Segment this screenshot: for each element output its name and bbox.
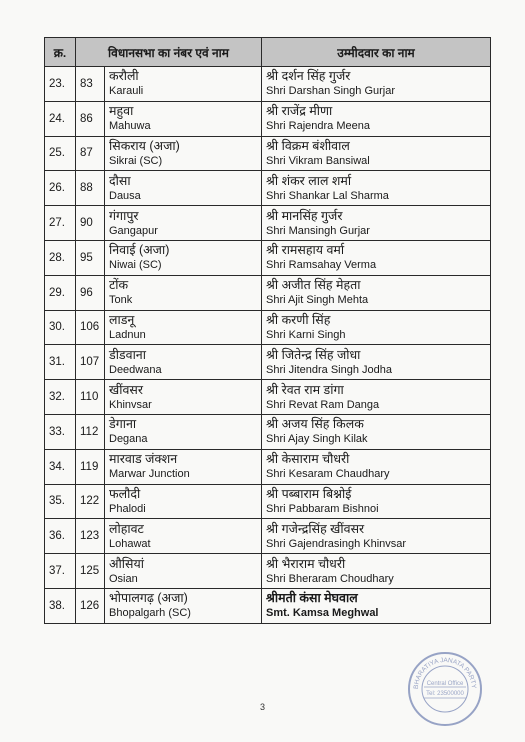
candidate-cell: [262, 588, 491, 623]
candidate-name-hindi: श्री विक्रम बंशीवाल: [266, 138, 350, 153]
candidate-name-hindi: श्री राजेंद्र मीणा: [266, 104, 333, 119]
constituency-name-hindi: गंगापुर: [109, 208, 139, 223]
page-number: 3: [259, 702, 265, 712]
constituency-name-hindi: भोपालगढ़ (अजा): [109, 591, 188, 606]
constituency-cell: [105, 380, 262, 415]
candidate-cell: [262, 484, 491, 519]
candidate-cell: [262, 310, 491, 345]
candidate-name-english: Shri Rajendra Meena: [266, 120, 370, 133]
candidate-name-english: Shri Revat Ram Danga: [266, 398, 380, 411]
table-body: [45, 67, 491, 624]
candidate-name-hindi: श्री रामसहाय वर्मा: [266, 243, 345, 258]
serial-number: 28.: [45, 240, 76, 275]
candidate-name-english: Shri Gajendrasingh Khinvsar: [266, 537, 407, 550]
constituency-name-english: Niwai (SC): [109, 259, 162, 272]
candidate-cell: [262, 554, 491, 589]
serial-number: 36.: [45, 519, 76, 554]
candidate-name-hindi: श्री गजेन्द्रसिंह खींवसर: [266, 521, 365, 536]
table-row: [45, 380, 491, 415]
serial-number: 32.: [45, 380, 76, 415]
constituency-cell: [105, 414, 262, 449]
constituency-cell: [105, 206, 262, 241]
constituency-cell: [105, 588, 262, 623]
constituency-number: 88: [76, 171, 105, 206]
constituency-name-english: Sikrai (SC): [109, 154, 163, 167]
seal-outer-text: BHARATIYA JANATA PARTY: [412, 656, 478, 690]
candidate-name-english: Shri Mansingh Gurjar: [266, 224, 370, 237]
serial-number: 30.: [45, 310, 76, 345]
serial-number: 37.: [45, 554, 76, 589]
constituency-name-hindi: सिकराय (अजा): [109, 138, 180, 153]
candidate-name-english: Shri Ramsahay Verma: [266, 259, 377, 272]
candidate-name-hindi: श्री केसाराम चौधरी: [266, 452, 350, 467]
header-serial: क्र.: [45, 38, 76, 67]
constituency-name-english: Mahuwa: [109, 120, 151, 133]
constituency-number: 96: [76, 275, 105, 310]
table-row: [45, 171, 491, 206]
constituency-number: 86: [76, 101, 105, 136]
constituency-cell: [105, 449, 262, 484]
constituency-cell: [105, 554, 262, 589]
candidate-cell: [262, 171, 491, 206]
candidate-name-hindi: श्री दर्शन सिंह गुर्जर: [266, 69, 351, 84]
candidate-cell: [262, 67, 491, 102]
constituency-cell: [105, 310, 262, 345]
constituency-number: 90: [76, 206, 105, 241]
table-row: [45, 67, 491, 102]
candidate-cell: [262, 519, 491, 554]
constituency-name-english: Dausa: [109, 189, 141, 202]
candidate-name-hindi: श्री रेवत राम डांगा: [266, 382, 344, 397]
constituency-name-english: Bhopalgarh (SC): [109, 607, 191, 620]
constituency-cell: [105, 171, 262, 206]
candidate-name-hindi: श्री पब्बाराम बिश्नोई: [266, 486, 352, 501]
constituency-cell: [105, 136, 262, 171]
constituency-name-english: Osian: [109, 572, 138, 585]
candidate-cell: [262, 240, 491, 275]
table-row: [45, 310, 491, 345]
constituency-name-english: Khinvsar: [109, 398, 152, 411]
candidate-name-english: Shri Jitendra Singh Jodha: [266, 363, 392, 376]
constituency-name-english: Deedwana: [109, 363, 162, 376]
constituency-cell: [105, 345, 262, 380]
candidate-name-english: Shri Bheraram Choudhary: [266, 572, 394, 585]
constituency-number: 83: [76, 67, 105, 102]
serial-number: 25.: [45, 136, 76, 171]
constituency-name-english: Marwar Junction: [109, 468, 190, 481]
candidate-name-english: Shri Ajit Singh Mehta: [266, 294, 369, 307]
candidate-cell: [262, 414, 491, 449]
candidate-cell: [262, 380, 491, 415]
candidate-name-hindi: श्री जितेन्द्र सिंह जोधा: [266, 347, 361, 362]
constituency-number: 125: [76, 554, 105, 589]
constituency-name-hindi: डीडवाना: [109, 347, 146, 362]
constituency-name-hindi: फलौदी: [109, 486, 141, 501]
candidate-name-hindi: श्री भैराराम चौधरी: [266, 556, 346, 571]
serial-number: 29.: [45, 275, 76, 310]
serial-number: 24.: [45, 101, 76, 136]
candidate-cell: [262, 449, 491, 484]
constituency-number: 107: [76, 345, 105, 380]
constituency-name-hindi: लोहावट: [109, 521, 144, 536]
candidate-name-english: Shri Vikram Bansiwal: [266, 154, 370, 167]
serial-number: 26.: [45, 171, 76, 206]
constituency-cell: [105, 67, 262, 102]
table-row: [45, 519, 491, 554]
candidate-name-english: Shri Shankar Lal Sharma: [266, 189, 389, 202]
serial-number: 34.: [45, 449, 76, 484]
candidate-name-english: Shri Karni Singh: [266, 328, 346, 341]
constituency-number: 126: [76, 588, 105, 623]
party-seal-stamp: [408, 652, 482, 726]
constituency-number: 123: [76, 519, 105, 554]
candidate-name-hindi: श्री अजय सिंह किलक: [266, 417, 364, 432]
constituency-number: 112: [76, 414, 105, 449]
candidate-cell: [262, 206, 491, 241]
table-row: [45, 206, 491, 241]
serial-number: 27.: [45, 206, 76, 241]
seal-graphic: [410, 654, 480, 724]
candidate-cell: [262, 275, 491, 310]
constituency-name-hindi: टोंक: [109, 278, 129, 293]
constituency-name-hindi: लाडनू: [109, 312, 135, 327]
table-row: [45, 136, 491, 171]
constituency-name-hindi: महुवा: [109, 104, 134, 119]
constituency-name-hindi: मारवाड जंक्शन: [109, 452, 178, 467]
candidate-name-english: Smt. Kamsa Meghwal: [266, 607, 379, 620]
table-row: [45, 484, 491, 519]
constituency-number: 106: [76, 310, 105, 345]
constituency-name-hindi: डेगाना: [109, 417, 137, 432]
constituency-cell: [105, 275, 262, 310]
candidate-table: [44, 37, 491, 624]
candidate-cell: [262, 345, 491, 380]
serial-number: 23.: [45, 67, 76, 102]
table-row: [45, 449, 491, 484]
constituency-name-english: Lohawat: [109, 537, 151, 550]
table-row: [45, 101, 491, 136]
constituency-name-hindi: औसियां: [109, 556, 144, 571]
constituency-name-english: Degana: [109, 433, 148, 446]
constituency-name-english: Ladnun: [109, 328, 146, 341]
candidate-name-hindi: श्रीमती कंसा मेघवाल: [266, 591, 358, 606]
constituency-name-english: Phalodi: [109, 502, 146, 515]
candidate-name-english: Shri Darshan Singh Gurjar: [266, 85, 396, 98]
header-candidate: उम्मीदवार का नाम: [262, 38, 491, 67]
candidate-name-english: Shri Pabbaram Bishnoi: [266, 502, 379, 515]
table-header-row: [45, 38, 491, 67]
constituency-number: 95: [76, 240, 105, 275]
constituency-number: 110: [76, 380, 105, 415]
constituency-name-hindi: करौली: [109, 69, 139, 84]
table-row: [45, 275, 491, 310]
constituency-cell: [105, 240, 262, 275]
candidate-name-english: Shri Ajay Singh Kilak: [266, 433, 368, 446]
serial-number: 31.: [45, 345, 76, 380]
table-row: [45, 554, 491, 589]
candidate-name-hindi: श्री शंकर लाल शर्मा: [266, 173, 352, 188]
constituency-number: 119: [76, 449, 105, 484]
table-row: [45, 240, 491, 275]
candidate-name-hindi: श्री मानसिंह गुर्जर: [266, 208, 343, 223]
constituency-name-hindi: खींवसर: [109, 382, 143, 397]
constituency-cell: [105, 101, 262, 136]
constituency-name-english: Karauli: [109, 85, 144, 98]
candidate-name-hindi: श्री अजीत सिंह मेहता: [266, 278, 361, 293]
serial-number: 35.: [45, 484, 76, 519]
seal-line-1: Central Office: [426, 681, 464, 687]
serial-number: 38.: [45, 588, 76, 623]
table-row: [45, 588, 491, 623]
seal-line-2: Tel: 23500000: [426, 691, 464, 697]
constituency-number: 122: [76, 484, 105, 519]
constituency-cell: [105, 519, 262, 554]
constituency-cell: [105, 484, 262, 519]
constituency-name-english: Gangapur: [109, 224, 158, 237]
constituency-name-english: Tonk: [109, 294, 133, 307]
header-constituency: विधानसभा का नंबर एवं नाम: [76, 38, 262, 67]
constituency-number: 87: [76, 136, 105, 171]
table-row: [45, 345, 491, 380]
candidate-name-english: Shri Kesaram Chaudhary: [266, 468, 390, 481]
candidate-cell: [262, 101, 491, 136]
constituency-name-hindi: दौसा: [109, 173, 131, 188]
serial-number: 33.: [45, 414, 76, 449]
candidate-name-hindi: श्री करणी सिंह: [266, 312, 331, 327]
candidate-cell: [262, 136, 491, 171]
constituency-name-hindi: निवाई (अजा): [109, 243, 170, 258]
table-row: [45, 414, 491, 449]
